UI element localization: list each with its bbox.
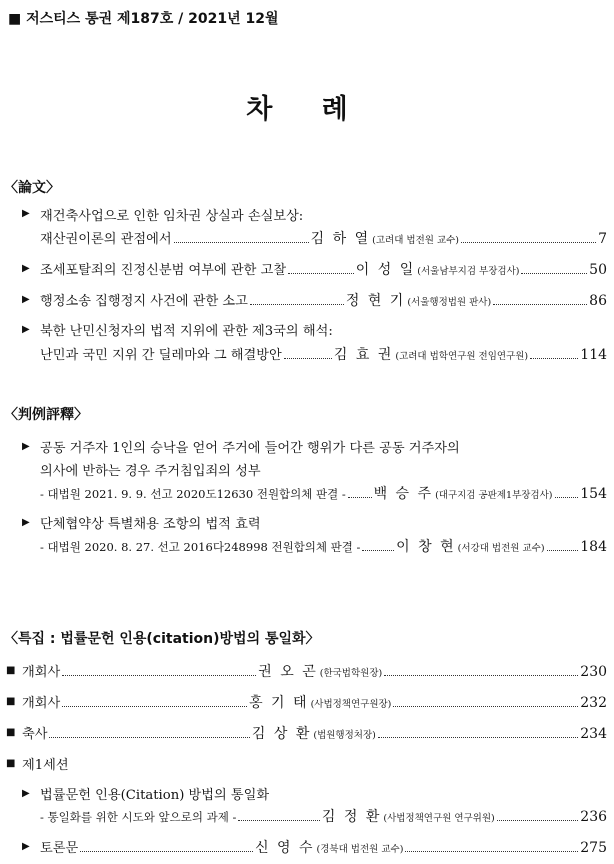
leader-dots <box>497 820 579 821</box>
entry-author: 김 하 열 <box>310 231 371 247</box>
session-label: 제1세션 <box>22 758 69 773</box>
entry-page: 7 <box>598 231 607 247</box>
leader-dots <box>393 706 578 707</box>
entry-author: 신 영 수 <box>255 840 315 856</box>
entry-title: 의사에 반하는 경우 주거침입죄의 성부 <box>40 464 261 479</box>
entry-author: 김 정 환 <box>321 809 382 825</box>
entry-affiliation: (서강대 법전원 교수) <box>457 543 545 554</box>
entry-title: 조세포탈죄의 진정신분범 여부에 관한 고찰 <box>40 263 287 278</box>
entry-affiliation: (대구지검 공판제1부장검사) <box>435 490 553 501</box>
leader-dots <box>62 675 256 676</box>
entry-page: 230 <box>580 664 608 680</box>
section-heading-cases: 〈判例評釋〉 <box>4 407 88 423</box>
triangle-bullet-icon: ▶ <box>22 788 30 799</box>
entry-affiliation: (고려대 법학연구원 전임연구원) <box>395 351 529 362</box>
leader-dots <box>378 737 578 738</box>
entry-page: 184 <box>580 539 607 555</box>
entry-title: 공동 거주자 1인의 승낙을 얻어 주거에 들어간 행위가 다른 공동 거주자의 <box>40 441 460 456</box>
entry-title: 난민과 국민 지위 간 딜레마와 그 해결방안 <box>40 348 282 363</box>
entry-title: 법률문헌 인용(Citation) 방법의 통일화 <box>40 788 270 803</box>
square-bullet-icon: ■ <box>6 696 16 707</box>
entry-affiliation: (경북대 법전원 교수) <box>316 844 404 855</box>
entry-author: 홍 기 태 <box>249 695 309 711</box>
entry-page: 86 <box>589 293 607 309</box>
leader-dots <box>362 550 394 551</box>
entry-title: 개회사 <box>22 665 61 680</box>
leader-dots <box>174 242 309 243</box>
triangle-bullet-icon: ▶ <box>22 517 30 528</box>
journal-header: ■ 저스티스 통권 제187호 / 2021년 12월 <box>8 11 279 27</box>
entry-author: 권 오 곤 <box>258 664 318 680</box>
leader-dots <box>555 497 579 498</box>
entry-title: 단체협약상 특별채용 조항의 법적 효력 <box>40 517 261 532</box>
entry-affiliation: (사법정책연구원 연구위원) <box>383 813 495 824</box>
entry-affiliation: (서울행정법원 판사) <box>407 297 492 308</box>
entry-page: 234 <box>580 726 607 742</box>
entry-author: 이 창 현 <box>396 539 456 555</box>
leader-dots <box>80 851 253 852</box>
entry-subtitle: - 대법원 2020. 8. 27. 선고 2016다248998 전원합의체 판결 - <box>40 540 361 554</box>
entry-author: 백 승 주 <box>373 486 434 502</box>
entry-title: 재산권이론의 관점에서 <box>40 232 172 247</box>
square-bullet-icon: ■ <box>6 727 16 738</box>
triangle-bullet-icon: ▶ <box>22 441 30 452</box>
entry-affiliation: (서울남부지검 부장검사) <box>417 266 520 277</box>
leader-dots <box>384 675 578 676</box>
entry-page: 114 <box>580 347 608 363</box>
square-bullet-icon: ■ <box>6 665 16 676</box>
entry-subtitle: - 대법원 2021. 9. 9. 선고 2020도12630 전원합의체 판결 - <box>40 487 346 501</box>
page-title: 차 례 <box>246 94 368 125</box>
entry-affiliation: (법원행정처장) <box>313 730 376 741</box>
leader-dots <box>461 242 596 243</box>
entry-page: 232 <box>580 695 607 711</box>
entry-affiliation: (사법정책연구원장) <box>310 699 392 710</box>
entry-title: 북한 난민신청자의 법적 지위에 관한 제3국의 해석: <box>40 324 333 339</box>
triangle-bullet-icon: ▶ <box>22 841 30 852</box>
entry-title: 축사 <box>22 727 48 742</box>
leader-dots <box>238 820 320 821</box>
entry-page: 154 <box>580 486 607 502</box>
entry-subtitle: - 통일화를 위한 시도와 앞으로의 과제 - <box>40 810 237 824</box>
section-heading-papers: 〈論文〉 <box>4 180 60 196</box>
entry-title: 재건축사업으로 인한 임차권 상실과 손실보상: <box>40 209 304 224</box>
section-heading-special: 〈특집 : 법률문헌 인용(citation)방법의 통일화〉 <box>4 631 320 647</box>
entry-author: 김 효 권 <box>333 347 394 363</box>
leader-dots <box>288 273 354 274</box>
entry-author: 김 상 환 <box>251 726 312 742</box>
leader-dots <box>405 851 578 852</box>
entry-title: 행정소송 집행정지 사건에 관한 소고 <box>40 294 248 309</box>
leader-dots <box>250 304 344 305</box>
entry-author: 이 성 일 <box>355 262 416 278</box>
entry-page: 275 <box>580 840 607 856</box>
triangle-bullet-icon: ▶ <box>22 324 30 335</box>
entry-title: 개회사 <box>22 696 61 711</box>
entry-page: 236 <box>580 809 608 825</box>
square-bullet-icon: ■ <box>6 758 16 769</box>
triangle-bullet-icon: ▶ <box>22 263 30 274</box>
leader-dots <box>493 304 587 305</box>
triangle-bullet-icon: ▶ <box>22 208 30 219</box>
entry-page: 50 <box>589 262 607 278</box>
entry-affiliation: (고려대 법전원 교수) <box>372 235 460 246</box>
triangle-bullet-icon: ▶ <box>22 294 30 305</box>
leader-dots <box>62 706 247 707</box>
leader-dots <box>284 358 332 359</box>
leader-dots <box>521 273 587 274</box>
leader-dots <box>348 497 372 498</box>
entry-title: 토론문 <box>40 841 79 856</box>
leader-dots <box>49 737 249 738</box>
leader-dots <box>547 550 579 551</box>
entry-affiliation: (한국법학원장) <box>319 668 383 679</box>
leader-dots <box>530 358 578 359</box>
entry-author: 정 현 기 <box>345 293 406 309</box>
